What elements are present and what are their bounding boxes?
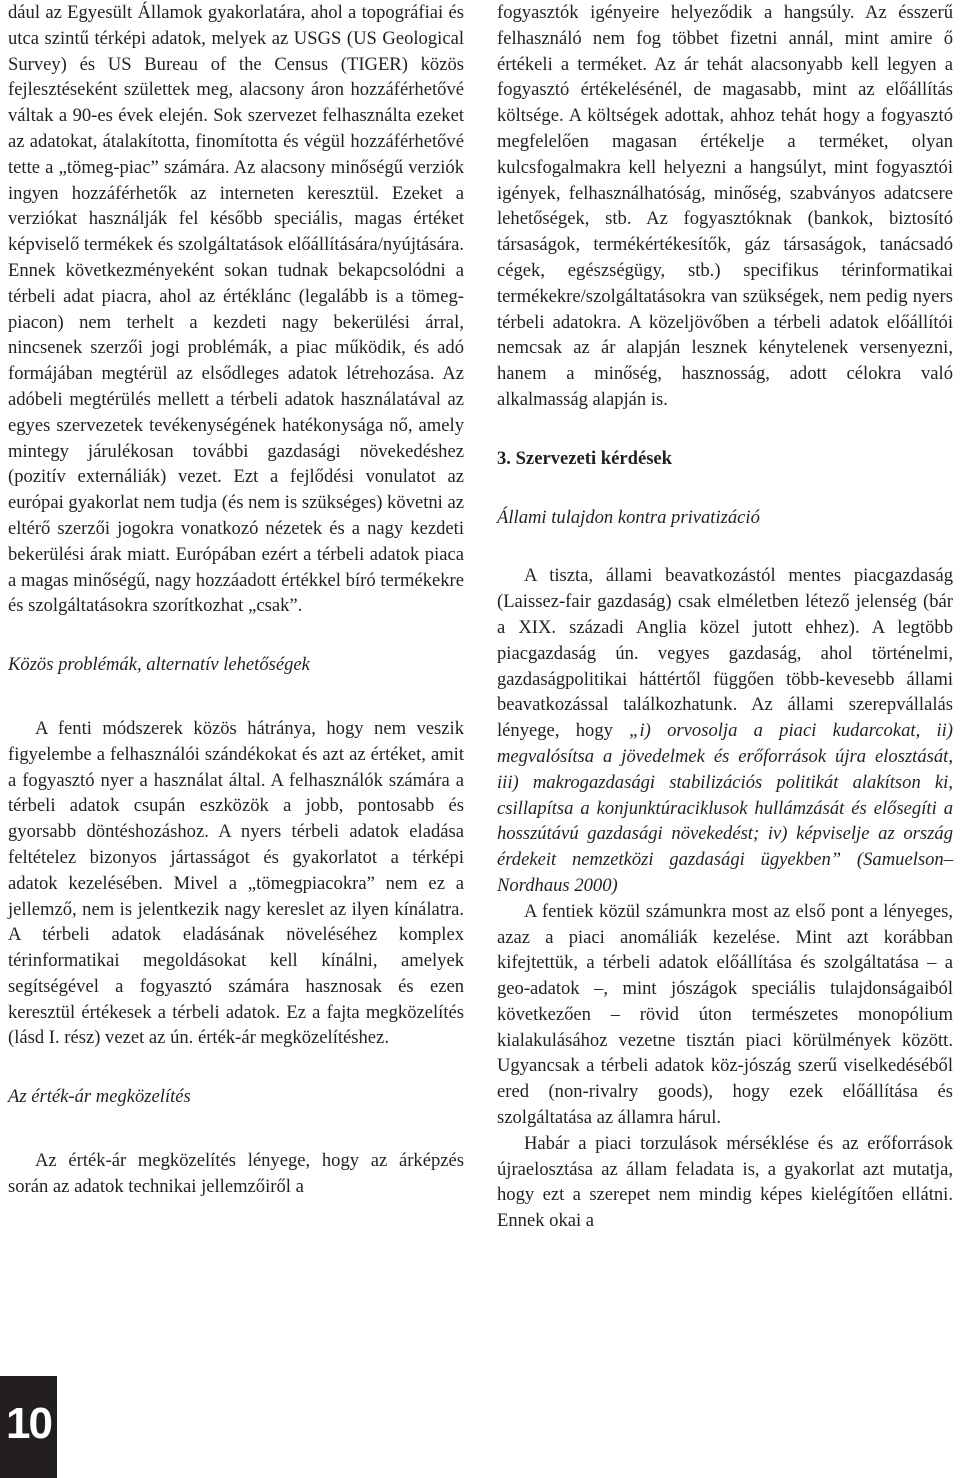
paragraph: A fentiek közül számunkra most az első pont a lényeges, azaz a piaci anomáliák kezelése. Mint azt korábban kifejtettük, a térbeli adatok előállítása és szolgáltatása – a geo-adatok –, mint jószágok speciális tulajdonságaiból következően – rövid úton természetes monopólium kialakulásához vezetne tisztán piaci körülmények között. Ugyancsak a térbeli adatok köz-jószág szerű viselkedéséből ered (non-rivalry goods), hogy ezek előállítása és szolgáltatása az államra hárul. (497, 900, 953, 1129)
right-column (497, 0, 953, 1234)
quotation: „i) orvosolja a piaci kudarcokat, ii) megvalósítsa a jövedelmek és erőforrások újra elosztását, iii) makrogazdasági stabilizációs politikát alakítson ki, csillapítsa a konjunktúraciklusok hullámzását és elősegíti a hosszútávú gazdasági növekedést; iv) képviselje az ország érdekeit nemzetközi gazdasági ügyekben” (Samuelson–Nordhaus 2000) (497, 720, 953, 896)
paragraph: dául az Egyesült Államok gyakorlatára, ahol a topográfiai és utca szintű térképi adatok, melyek az USGS (US Geological Survey) és US Bureau of the Census (TIGER) közös fejlesztéseként születtek meg, alacsony áron hozzáférhetővé váltak a 90-es évek elején. Sok szervezet felhasználta ezeket az adatokat, átalakította, finomította és végül hozzáférhetővé tette a „tömeg-piac” számára. Az alacsony minőségű verziók ingyen hozzáférhetők az interneten keresztül. Ezeket a verziókat használják fel később speciális, magas értéket képviselő termékek és szolgáltatások előállítására/nyújtására. Ennek következményeként sokan tudnak bekapcsolódni a térbeli adat piacra, ahol az értéklánc (legalább is a tömeg-piacon) nem terhelt a kezdeti nagy bekerülési árral, nincsenek szerzői jogi problémák, a piac működik, és adó formájában megtérül az elsődleges adatok létrehozása. Az adóbeli megtérülés mellett a térbeli adatok használatával az egyes szervezetek tevékenységének hatékonysága nő, amely mintegy járulékosan további gazdasági növekedéshez (pozitív externáliák) vezet. Ezt a fejlődési vonulatot az európai gyakorlat nem tudja (és nem is szükséges) követni az eltérő szerzői jogokra vonatkozó nézetek és a nagy kezdeti bekerülési árak miatt. Európában ezért a térbeli adatok piaca a magas minőségű, nagy hozzáadott értékkel bíró termékekre és szolgáltatásokra szorítkozhat „csak”. (8, 2, 464, 617)
subsection-heading: Állami tulajdon kontra privatizáció (497, 506, 760, 528)
subsection-heading: Közös problémák, alternatív lehetőségek (8, 654, 310, 676)
section-heading: 3. Szervezeti kérdések (497, 447, 673, 469)
paragraph: Az érték-ár megközelítés lényege, hogy az árképzés során az adatok technikai jellemzőiről a (8, 1150, 464, 1197)
paragraph: A fenti módszerek közös hátránya, hogy nem veszik figyelembe a felhasználói szándékokat és azt az értéket, amit a fogyasztó nyer a használat által. A felhasználók számára a térbeli adatok csupán eszközök a jobb, pontosabb és gyorsabb döntéshozáshoz. A nyers térbeli adatok eladása feltételez bizonyos jártasságot és gyakorlatot a térképi adatok kezelésében. Mivel a „tömegpiacokra” nem ez a jellemző, nem is jelentkezik nagy kereslet az ilyen kínálatra. A térbeli adatok eladásának növeléséhez komplex térinformatikai megoldásokat kell kínálni, amelyek segítségével a fogyasztó számára hasznosak és ezen keresztül értékesek a térbeli adatok. Ez a fajta megközelítés (lásd I. rész) vezet az ún. érték-ár megközelítéshez. (8, 717, 464, 1049)
paragraph-text: A tiszta, állami beavatkozástól mentes piacgazdaság (Laissez-fair gazdaság) csak elméletben létező jelenség (bár a XIX. századi Anglia közel jutott ehhez). A legtöbb piacgazdaság ún. vegyes gazdaság, ahol történelmi, gazdaságpolitikai háttértől függően több-kevesebb állami beavatkozással találkozhatunk. Az állami szerepvállalás lényege, hogy (497, 565, 953, 742)
paragraph: fogyasztók igényeire helyeződik a hangsúly. Az ésszerű felhasználó nem fog többet fizetni annál, mint amire ő értékeli a terméket. Az ár tehát alacsonyabb kell legyen a fogyasztó értékelésénél, de magasabb, mint az előállítás költsége. A költségek adottak, ahhoz tehát hogy a fogyasztó megfelelően magasan értékelje a terméket, olyan kulcsfogalmakra kell helyezni a hangsúlyt, mint fogyasztói igények, felhasználhatóság, minőség, szabványos adatcsere lehetőségek, stb. Az fogyasztóknak (bankok, biztosító társaságok, termékértékesítők, gáz társaságok, tanácsadó cégek, egészségügy, stb.) specifikus térinformatikai termékekre/szolgáltatásokra van szükségek, nem pedig nyers térbeli adatokra. A közeljövőben a térbeli adatok előállítói nemcsak az ár alapján lesznek kénytelenek versenyezni, hanem a minőség, hasznosság, adott célokra való alkalmasság alapján is. (497, 2, 953, 410)
subsection-heading: Az érték-ár megközelítés (8, 1086, 191, 1108)
left-column (8, 0, 464, 1200)
paragraph (497, 563, 953, 898)
page-number: 10 (0, 1376, 57, 1478)
paragraph: Habár a piaci torzulások mérséklése és az erőforrások újraelosztása az állam feladata is, a gyakorlat azt mutatja, hogy ezt a szerepet nem mindig képes kielégítően ellátni. Ennek okai a (497, 1132, 953, 1232)
